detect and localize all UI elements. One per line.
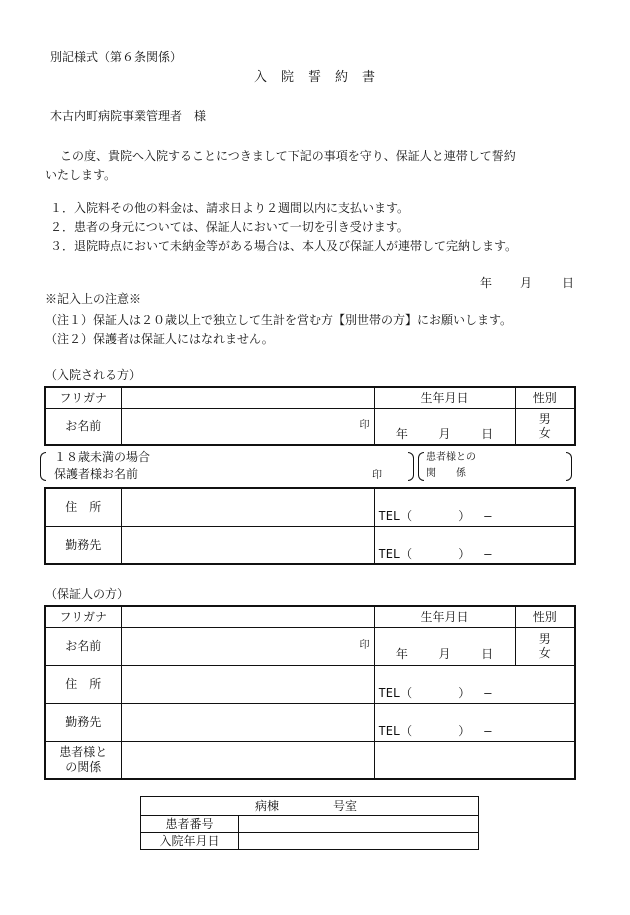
patient-gender-male[interactable]: 男 <box>538 411 551 426</box>
guardian-name-label: 保護者様お名前 <box>54 467 139 481</box>
guardian-bracket-mid-right <box>408 452 414 481</box>
guarantor-furigana-field[interactable] <box>121 606 374 627</box>
date-day: 日 <box>562 276 575 290</box>
intro-line-1: この度、貴院へ入院することにつきまして下記の事項を守り、保証人と連帯して誓約 <box>60 149 516 163</box>
note-2: （注２）保護者は保証人にはなれません。 <box>45 332 274 346</box>
form-label: 別記様式（第６条関係） <box>50 50 183 64</box>
guarantor-seal-mark: 印 <box>359 640 370 651</box>
document-title: 入院誓約書 <box>254 70 390 85</box>
tel-open: TEL（ <box>378 546 413 561</box>
tel-dash: — <box>484 724 492 739</box>
admission-date-field[interactable] <box>239 833 479 850</box>
guardian-minor-line: １８歳未満の場合 <box>54 450 151 464</box>
intro-line-2: いたします。 <box>45 168 117 182</box>
tel-close: ） <box>458 724 471 739</box>
guarantor-birthdate-field[interactable] <box>374 627 515 665</box>
patient-workplace-tel[interactable] <box>374 526 575 564</box>
ward-room-row[interactable] <box>141 797 479 816</box>
guarantor-address-tel[interactable] <box>374 665 575 703</box>
patient-address-field[interactable] <box>121 488 374 526</box>
patient-workplace-field[interactable] <box>121 526 374 564</box>
admission-date-label: 入院年月日 <box>141 833 239 850</box>
guardian-relation-line-2: 関 係 <box>426 468 466 479</box>
pledge-item-2: ２．患者の身元については、保証人において一切を引き受けます。 <box>50 220 409 234</box>
patient-basic-table <box>44 386 576 446</box>
patient-gender-label: 性別 <box>515 387 575 408</box>
tel-close: ） <box>458 509 471 524</box>
patient-furigana-field[interactable] <box>121 387 374 408</box>
patient-seal-mark: 印 <box>359 420 370 432</box>
tel-dash: — <box>484 686 492 701</box>
patient-birth-year: 年 <box>395 426 408 441</box>
relation-bracket-left <box>418 452 424 481</box>
patient-birthdate-label: 生年月日 <box>374 387 515 408</box>
guarantor-workplace-tel[interactable] <box>374 703 575 741</box>
guarantor-gender-female[interactable]: 女 <box>538 646 551 660</box>
patient-workplace-label: 勤務先 <box>45 526 121 564</box>
patient-gender-field[interactable] <box>515 408 575 445</box>
guarantor-workplace-field[interactable] <box>121 703 374 741</box>
date-month: 月 <box>520 276 533 290</box>
patient-number-label: 患者番号 <box>141 816 239 833</box>
guarantor-gender-label: 性別 <box>515 606 575 627</box>
guarantor-relation-line-2: の関係 <box>65 759 102 774</box>
notes-heading: ※記入上の注意※ <box>45 292 142 306</box>
guardian-bracket-left <box>40 452 46 481</box>
guarantor-workplace-label: 勤務先 <box>45 703 121 741</box>
ward-label: 病棟 <box>255 798 280 813</box>
guarantor-relation-extra[interactable] <box>374 741 575 779</box>
guarantor-gender-male[interactable]: 男 <box>538 631 551 646</box>
relation-bracket-right <box>566 452 572 481</box>
office-use-table <box>140 796 479 850</box>
guarantor-furigana-label: フリガナ <box>45 606 121 627</box>
guardian-seal-mark: 印 <box>372 470 382 481</box>
tel-open: TEL（ <box>378 724 413 739</box>
patient-birthdate-field[interactable] <box>374 408 515 445</box>
guarantor-relation-line-1: 患者様と <box>59 745 108 760</box>
patient-address-tel[interactable] <box>374 488 575 526</box>
guarantor-address-field[interactable] <box>121 665 374 703</box>
patient-birth-day: 日 <box>481 426 494 441</box>
guarantor-gender-field[interactable] <box>515 627 575 665</box>
tel-open: TEL（ <box>378 686 413 701</box>
patient-birth-month: 月 <box>438 426 451 441</box>
guarantor-table <box>44 605 576 780</box>
tel-close: ） <box>458 686 471 701</box>
guarantor-birthdate-label: 生年月日 <box>374 606 515 627</box>
guarantor-name-label: お名前 <box>45 627 121 665</box>
date-year: 年 <box>480 276 493 290</box>
patient-name-field[interactable] <box>121 408 374 445</box>
addressee: 木古内町病院事業管理者 様 <box>50 109 207 123</box>
guarantor-name-field[interactable] <box>121 627 374 665</box>
patient-furigana-label: フリガナ <box>45 387 121 408</box>
tel-close: ） <box>458 546 471 561</box>
guarantor-section-label: （保証人の方） <box>45 587 130 601</box>
patient-address-label: 住 所 <box>45 488 121 526</box>
patient-name-label: お名前 <box>45 408 121 445</box>
guarantor-birth-day: 日 <box>481 647 494 662</box>
patient-gender-female[interactable]: 女 <box>538 426 551 441</box>
guarantor-relation-field[interactable] <box>121 741 374 779</box>
guarantor-address-label: 住 所 <box>45 665 121 703</box>
guardian-relation-line-1: 患者様との <box>426 452 476 463</box>
tel-dash: — <box>484 509 492 524</box>
guarantor-birth-month: 月 <box>438 647 451 662</box>
guarantor-relation-label <box>45 741 121 779</box>
patient-number-field[interactable] <box>239 816 479 833</box>
note-1: （注１）保証人は２０歳以上で独立して生計を営む方【別世帯の方】にお願いします。 <box>45 313 513 327</box>
patient-contact-table <box>44 487 576 565</box>
pledge-item-1: １．入院料その他の料金は、請求日より２週間以内に支払います。 <box>50 201 410 215</box>
pledge-item-3: ３．退院時点において未納金等がある場合は、本人及び保証人が連帯して完納します。 <box>50 239 518 253</box>
tel-dash: — <box>484 546 492 561</box>
patient-section-label: （入院される方） <box>45 368 142 382</box>
guarantor-birth-year: 年 <box>395 647 408 662</box>
room-label: 号室 <box>333 798 358 813</box>
tel-open: TEL（ <box>378 509 413 524</box>
